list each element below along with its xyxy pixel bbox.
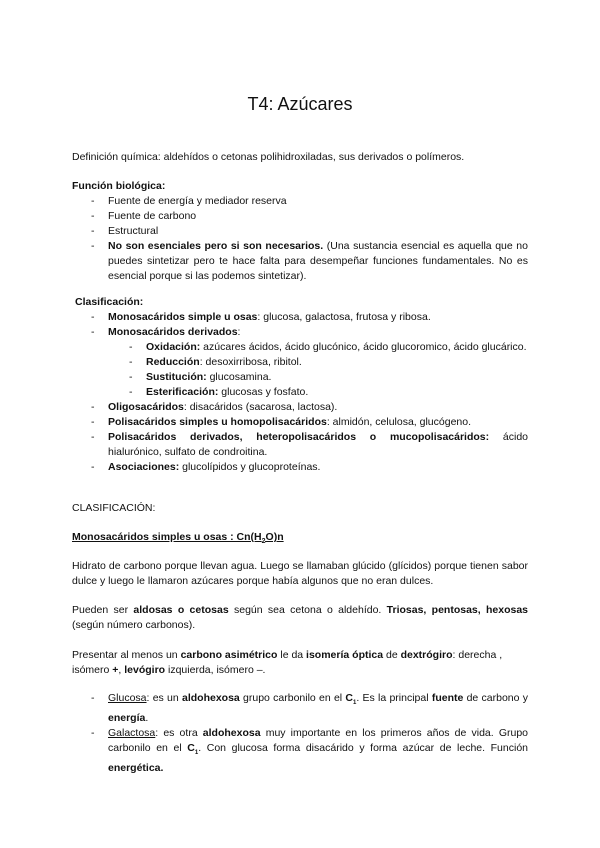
text: grupo carbonilo en el	[239, 692, 346, 704]
sugars-list	[72, 691, 528, 776]
text: de carbono y	[463, 692, 528, 704]
clasificacion-list	[72, 310, 528, 475]
text: : derecha , isómero	[72, 649, 503, 676]
text: según sea cetona o aldehído.	[228, 604, 387, 616]
clasificacion-heading-text: Clasificación:	[75, 296, 144, 308]
paragraph-1: Hidrato de carbono porque llevan agua. Luego se llamaban glúcido (glícidos) porque tienen sabor dulce y luego le llamaron azúcares porque había algunos que no eran dulces.	[72, 560, 528, 587]
list-item: - Fuente de energía y mediador reserva	[72, 194, 528, 209]
definition-text: Definición química: aldehídos o cetonas polihidroxiladas, sus derivados o polímeros.	[72, 151, 465, 163]
list-item	[108, 385, 528, 400]
bold-text: Esterificación:	[146, 386, 219, 398]
heading-subscript: 2	[261, 538, 266, 546]
heading-post: O)n	[265, 531, 284, 543]
list-item	[72, 400, 528, 415]
bold-text: Monosacáridos simple u osas	[108, 311, 258, 323]
subscript: 1	[353, 700, 357, 707]
clasificacion-caps: CLASIFICACIÓN:	[72, 502, 156, 514]
bold-text: +	[112, 664, 119, 676]
term: Glucosa	[108, 692, 147, 704]
bold-text: C	[345, 692, 353, 704]
text: (según número carbonos).	[72, 619, 196, 631]
bold-text: aldohexosa	[202, 727, 261, 740]
bold-text: energética.	[108, 762, 164, 775]
list-item	[72, 430, 528, 460]
text: . Con glucosa forma disacárido y forma azúcar de leche. Función	[198, 742, 528, 755]
bold-text: aldosas o cetosas	[133, 604, 229, 616]
bold-text: Polisacáridos simples u homopolisacáridos	[108, 416, 327, 428]
bold-text: Polisacáridos derivados, heteropolisacáridos o mucopolisacáridos:	[108, 431, 490, 443]
bold-text: Reducción	[146, 356, 200, 368]
text: ,	[118, 664, 125, 676]
bold-text: levógiro	[124, 664, 166, 676]
text: :	[237, 326, 241, 338]
list-item	[108, 355, 528, 370]
page-title: T4: Azúcares	[247, 94, 353, 114]
heading-text	[72, 531, 284, 546]
bold-text: Oxidación:	[146, 341, 201, 353]
bold-text: No son esenciales pero si son necesarios.	[108, 240, 324, 252]
clasificacion-heading	[75, 295, 531, 310]
paragraph-2	[72, 603, 528, 633]
text: : es un	[146, 692, 182, 704]
bold-text: isomería óptica	[306, 649, 384, 661]
bold-text: dextrógiro	[400, 649, 453, 661]
bold-text: Triosas, pentosas, hexosas	[386, 604, 529, 616]
text: : desoxirribosa, ribitol.	[199, 356, 302, 368]
bold-text: Sustitución:	[146, 371, 207, 383]
bold-text: C	[187, 742, 195, 755]
bold-text: energía	[108, 712, 146, 725]
text: glucolípidos y glucoproteínas.	[179, 461, 321, 473]
text: . Es la principal	[356, 692, 432, 704]
text: muy importante en los primeros años de vida. Grupo carbonilo en el	[108, 727, 528, 755]
text: glucosamina.	[206, 371, 272, 383]
funcion-list	[72, 194, 528, 284]
text: : disacáridos (sacarosa, lactosa).	[183, 401, 338, 413]
list-item: - Fuente de carbono	[72, 209, 528, 224]
list-item-galactosa	[72, 726, 528, 776]
paragraph-3	[72, 648, 528, 678]
bold-text: Oligosacáridos	[108, 401, 184, 413]
text: glucosas y fosfato.	[218, 386, 309, 398]
list-item	[108, 340, 528, 355]
text: izquierda, isómero –.	[165, 664, 266, 676]
list-item	[72, 460, 528, 475]
list-item	[72, 415, 528, 430]
derivados-sublist	[108, 340, 528, 400]
list-item-glucosa	[72, 691, 528, 726]
bold-text: carbono asimétrico	[180, 649, 278, 661]
text: : almidón, celulosa, glucógeno.	[326, 416, 472, 428]
text: : glucosa, galactosa, frutosa y ribosa.	[257, 311, 431, 323]
text: le da	[277, 649, 307, 661]
text: azúcares ácidos, ácido glucónico, ácido glucoromico, ácido glucárico.	[200, 341, 527, 353]
bold-text: Asociaciones:	[108, 461, 180, 473]
subscript: 1	[194, 750, 199, 757]
list-item	[108, 370, 528, 385]
text: Pueden ser	[72, 604, 134, 616]
list-item	[72, 310, 528, 325]
bold-text: aldohexosa	[182, 692, 240, 704]
list-item	[72, 239, 528, 284]
text: : es otra	[155, 727, 203, 740]
monosacaridos-heading	[72, 530, 528, 549]
text: de	[383, 649, 401, 661]
bold-text: Monosacáridos derivados	[108, 326, 238, 338]
list-item	[72, 325, 528, 400]
term: Galactosa	[108, 727, 156, 740]
funcion-heading-text: Función biológica:	[72, 180, 166, 192]
bold-text: fuente	[431, 692, 464, 704]
text: .	[145, 712, 149, 725]
list-item: - Estructural	[72, 224, 528, 239]
text: (Una sustancia esencial es aquella que no puedes sintetizar pero te hace falta para desempeñar funciones fundamentales. No es esencial porque si las podemos sintetizar).	[108, 240, 528, 282]
text: Presentar al menos un	[72, 649, 181, 661]
funcion-heading	[72, 179, 528, 194]
text: ácido hialurónico, sulfato de condroitina.	[108, 431, 528, 458]
heading-pre: Monosacáridos simples u osas : Cn(H	[72, 531, 262, 543]
